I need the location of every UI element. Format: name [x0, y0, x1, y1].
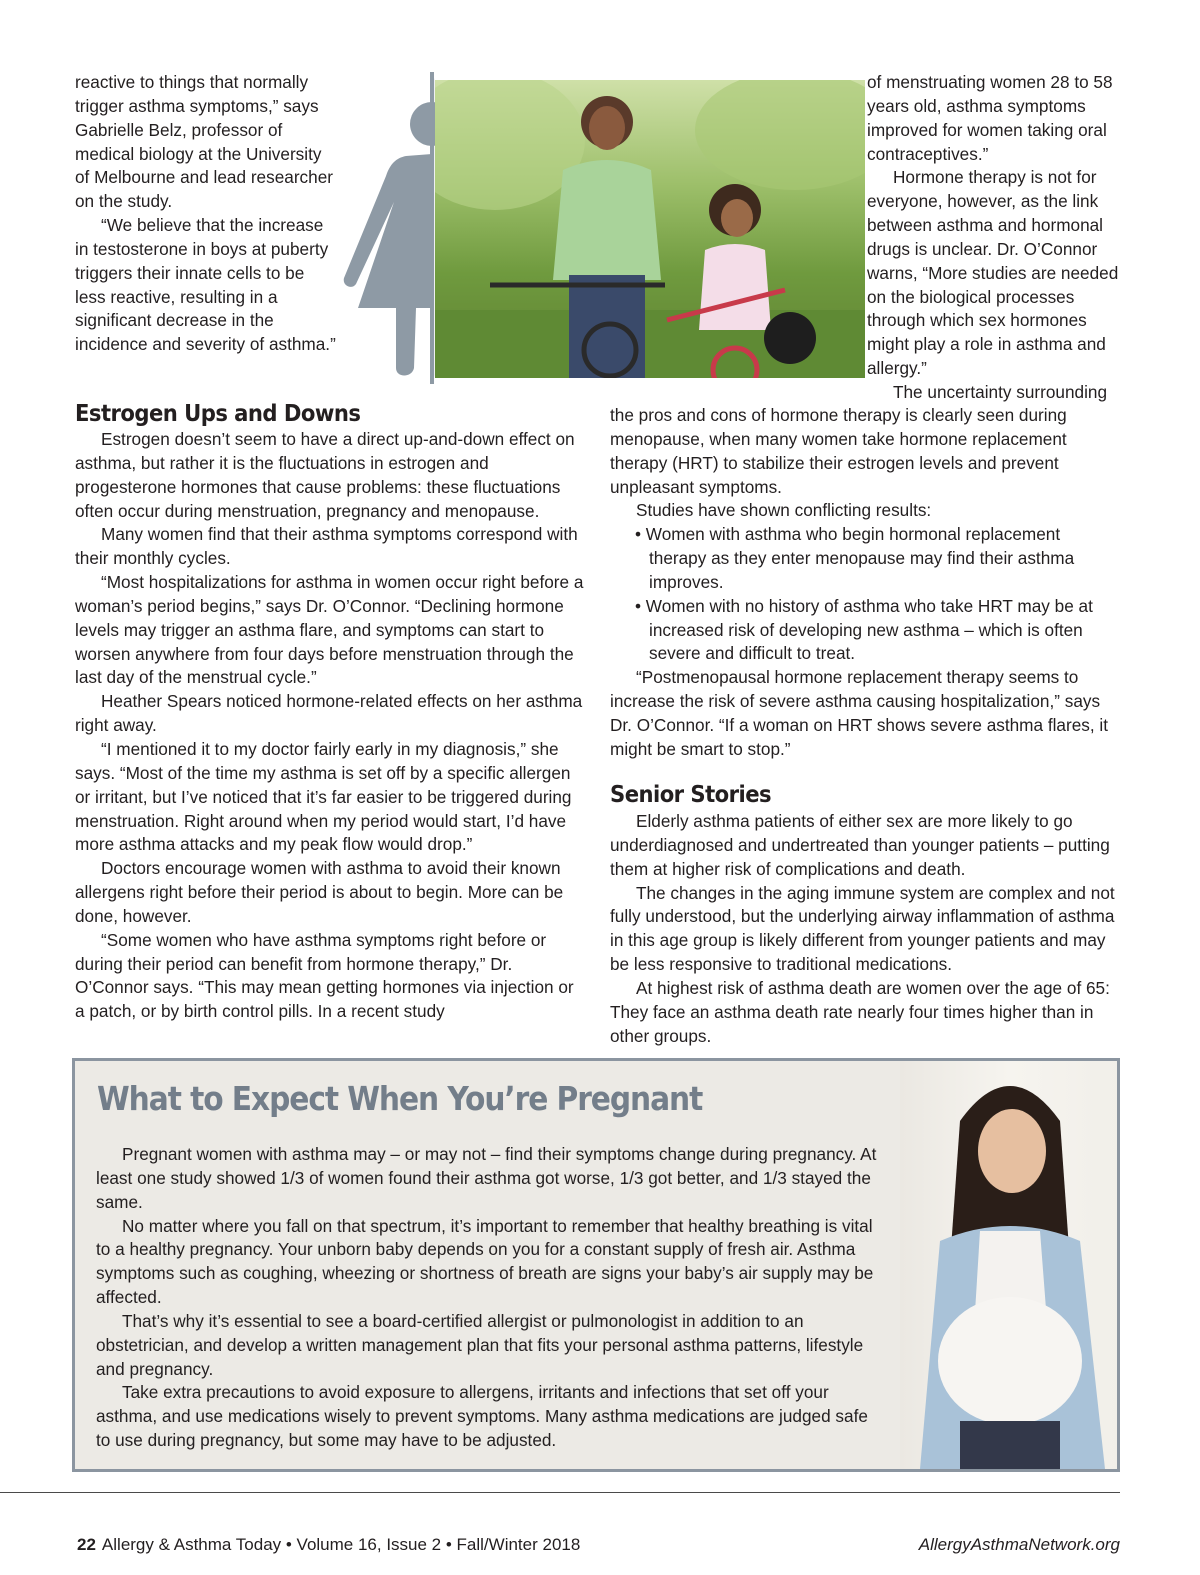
pregnancy-paragraph: No matter where you fall on that spectrum, it’s important to remember that healthy breathing is vital to a healthy pregnancy. Your unborn baby depends on you for a constant supply of fresh air. Asthma symptoms such as coughing, wheezing or shortness of breath are signs your baby’s air supply may be affected.	[96, 1215, 874, 1308]
hrt-continuation-paragraph: the pros and cons of hormone therapy is clearly seen during menopause, when many women take hormone replacement therapy (HRT) to stabilize their estrogen levels and prevent unpleasant symptoms.	[610, 405, 1067, 497]
estrogen-paragraph: “Most hospitalizations for asthma in women occur right before a woman’s period begins,” says Dr. O’Connor. “Declining hormone levels may trigger an asthma flare, and symptoms can start to worsen anywhere from four days before menstruation through the last day of the menstrual cycle.”	[75, 572, 584, 688]
publication-info: Allergy & Asthma Today • Volume 16, Issue 2 • Fall/Winter 2018	[101, 1535, 581, 1554]
bike-scene-illustration	[435, 80, 865, 378]
mother-daughter-bike-photo	[435, 80, 865, 378]
pregnancy-paragraph: Pregnant women with asthma may – or may not – find their symptoms change during pregnancy. At least one study showed 1/3 of women found their asthma got worse, 1/3 got better, and 1/3 stayed the same.	[96, 1144, 877, 1212]
estrogen-section	[75, 428, 587, 1024]
senior-heading: Senior Stories	[610, 782, 772, 808]
footer-publication-info	[77, 1535, 580, 1555]
estrogen-heading: Estrogen Ups and Downs	[75, 401, 361, 427]
estrogen-paragraph: Doctors encourage women with asthma to avoid their known allergens right before their period is about to begin. More can be done, however.	[75, 858, 564, 926]
estrogen-paragraph: “I mentioned it to my doctor fairly early in my diagnosis,” she says. “Most of the time my asthma is set off by a specific allergen or irritant, but I’ve noticed that it’s far easier to be triggered during menstruation. Right around when my period would start, I’d have more asthma attacks and my peak flow would drop.”	[75, 738, 572, 855]
senior-paragraph: The changes in the aging immune system are complex and not fully understood, but the underlying airway inflammation of asthma in this age group is likely different from younger patients and may be less responsive to traditional medications.	[610, 882, 1115, 975]
intro-paragraph: reactive to things that normally trigger asthma symptoms,” says Gabrielle Belz, professor of medical biology at the University of Melbourne and lead researcher on the study.	[75, 72, 333, 212]
pregnancy-box-body	[96, 1143, 886, 1453]
contraceptive-study-paragraph: of menstruating women 28 to 58 years old, asthma symptoms improved for women taking oral contraceptives.”	[867, 72, 1113, 164]
footer-website[interactable]: AllergyAsthmaNetwork.org	[918, 1535, 1120, 1554]
uncertainty-paragraph-start: The uncertainty surrounding	[893, 381, 1108, 402]
senior-paragraph: At highest risk of asthma death are women over the age of 65: They face an asthma death rate nearly four times higher than in other groups.	[610, 977, 1110, 1046]
studies-intro: Studies have shown conflicting results:	[636, 500, 932, 521]
list-item: • Women with asthma who begin hormonal replacement therapy as they enter menopause may find their asthma improves.	[635, 524, 1075, 592]
estrogen-paragraph: “Some women who have asthma symptoms right before or during their period can benefit from hormone therapy,” Dr. O’Connor says. “This may mean getting hormones via injection or a patch, or by birth control pills. In a recent study	[75, 929, 574, 1022]
page-number: 22	[77, 1535, 96, 1554]
estrogen-paragraph: Estrogen doesn’t seem to have a direct up-and-down effect on asthma, but rather it is the fluctuations in estrogen and progesterone hormones that cause problems: these fluctuations often occur during menstruation, pregnancy and menopause.	[75, 429, 575, 521]
pregnant-woman-illustration	[900, 1061, 1120, 1469]
studies-bullet-list	[610, 523, 1122, 666]
pregnant-woman-photo	[900, 1061, 1120, 1469]
estrogen-paragraph: Heather Spears noticed hormone-related effects on her asthma right away.	[75, 691, 583, 736]
intro-quote-paragraph: “We believe that the increase in testosterone in boys at puberty triggers their innate cells to be less reactive, resulting in a significant decrease in the incidence and severity of asthma.”	[75, 215, 336, 355]
intro-column-left	[75, 71, 337, 357]
estrogen-paragraph: Many women find that their asthma symptoms correspond with their monthly cycles.	[75, 524, 578, 569]
pregnancy-box-title: What to Expect When You’re Pregnant	[97, 1079, 703, 1118]
hormone-therapy-paragraph: Hormone therapy is not for everyone, however, as the link between asthma and hormonal drugs is unclear. Dr. O’Connor warns, “More studies are needed on the biological processes through which sex hormones might play a role in asthma and allergy.”	[867, 167, 1119, 379]
intro-column-right	[867, 71, 1125, 405]
pregnancy-sidebar-box	[72, 1058, 1120, 1472]
senior-section	[610, 810, 1122, 1048]
list-item: • Women with no history of asthma who take HRT may be at increased risk of developing new asthma – which is often severe and difficult to treat.	[635, 595, 1093, 664]
footer-rule	[0, 1492, 1120, 1493]
hrt-quote-paragraph: “Postmenopausal hormone replacement therapy seems to increase the risk of severe asthma causing hospitalization,” says Dr. O’Connor. “If a woman on HRT shows severe asthma flares, it might be smart to stop.”	[610, 667, 1108, 759]
hrt-section	[610, 404, 1122, 762]
pregnancy-paragraph: That’s why it’s essential to see a board-certified allergist or pulmonologist in addition to an obstetrician, and develop a written management plan that fits your personal asthma patterns, lifestyle and pregnancy.	[96, 1310, 864, 1379]
pregnancy-paragraph: Take extra precautions to avoid exposure to allergens, irritants and infections that set off your asthma, and use medications wisely to prevent symptoms. Many asthma medications are judged safe to use during pregnancy, but some may have to be adjusted.	[96, 1382, 868, 1451]
senior-paragraph: Elderly asthma patients of either sex are more likely to go underdiagnosed and undertreated than younger patients – putting them at higher risk of complications and death.	[610, 811, 1110, 879]
